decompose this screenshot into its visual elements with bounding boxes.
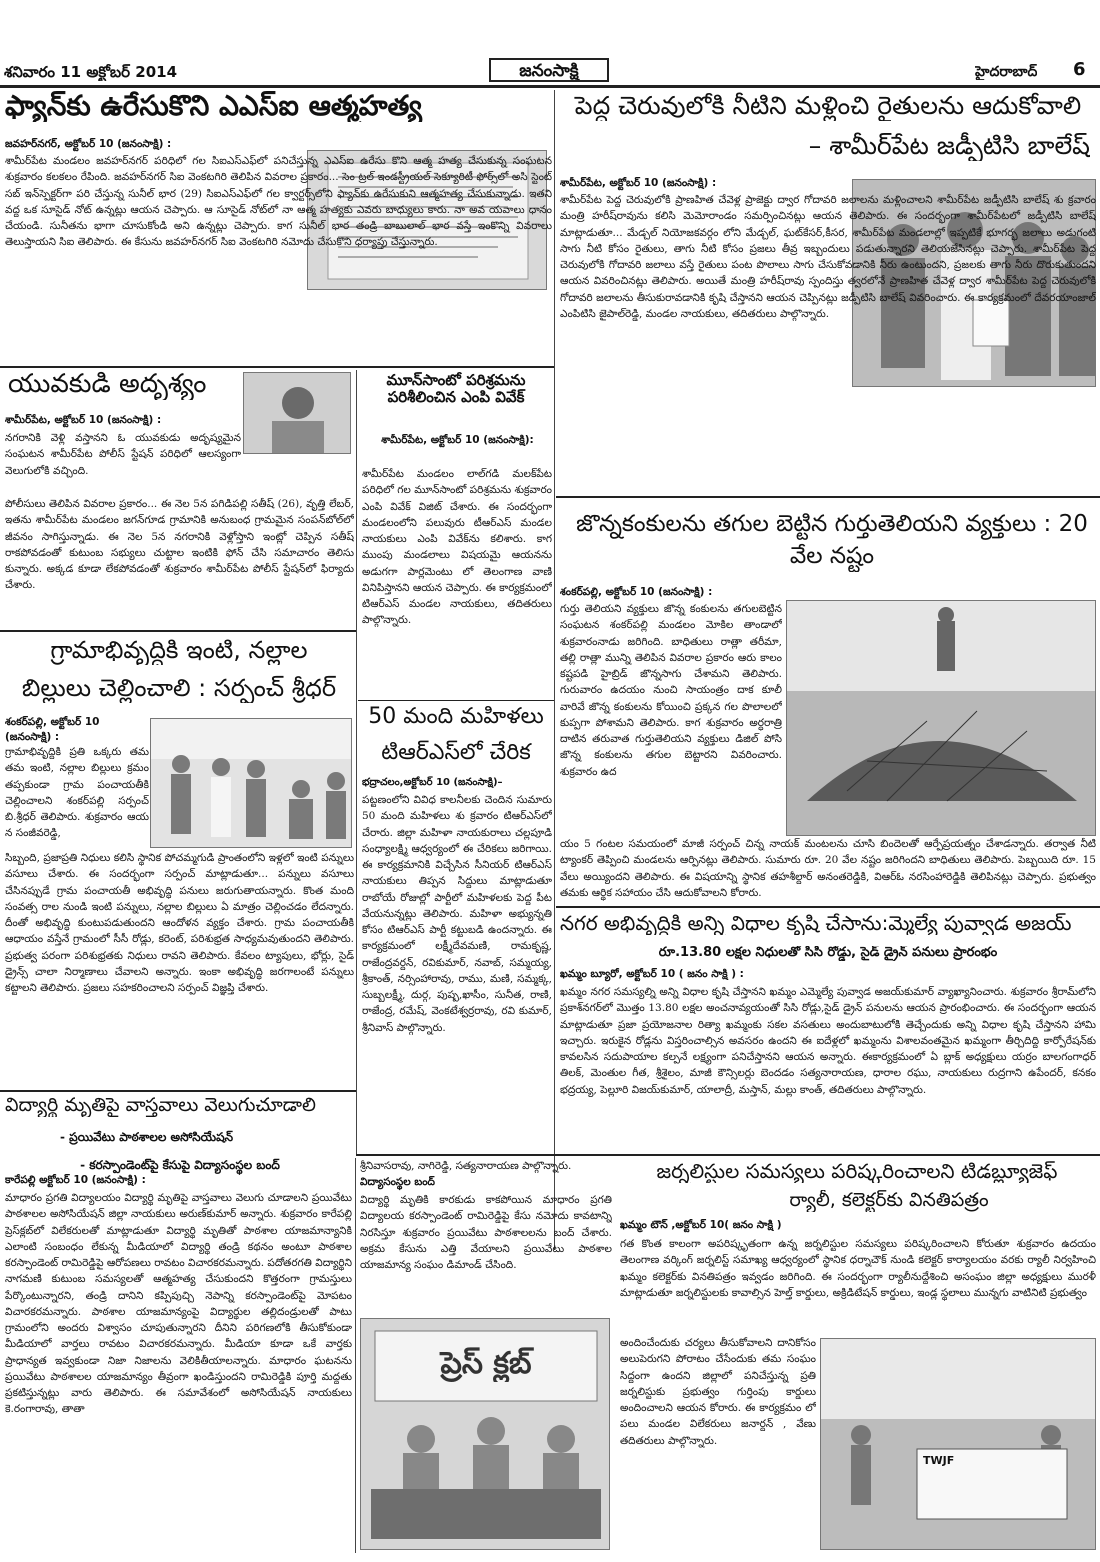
a9-continued-body: విద్యార్థి మృతికి కారకుడు కాకపోయిన మాధారం ప్రగతి విద్యాలయ కరస్పాండెంట్ రామిరెడ్డిపై కేసు నమోదు కావటాన్ని నిరసిస్తూ శుక్రవారం ప్రయివేటు పాఠశాలలను బంద్ చేశారు. అక్రమ కేసును ఎత్తి వేయాలని ప్రయివేటు పాఠశాల యాజమాన్య సంఘం డిమాండ్ చేసింది. (360, 1194, 612, 1272)
a3-headline: యువకుడి అదృశ్యం (8, 370, 207, 399)
page-number: 6 (1073, 60, 1086, 80)
a1-body: శామీర్‌పేట మండలం జవహర్‌నగర్ పరిధిలో గల సిఐఎస్‌ఎఫ్‌లో పనిచేస్తున్న ఎఎస్‌ఐ ఉరేసు కొని ఆత్మ హత్య చేసుకున్న సంఘటన శుక్రవారం కలకలం రేపింది. జవహర్‌నగర్ సిఐ వెంకటగిరి తెలిపిన వివరాల ప్రకారం... సెం ట్రల్ ఇండస్ట్రీయల్ సెక్యూరిటీ ఫోర్స్‌లో అసి స్టెంట్ సబ్ ఇన్‌స్పెక్టర్‌గా పరి చేస్తున్న సునీల్ భార (29) సిఐఎస్‌ఎఫ్‌లో గల క్వార్టర్స్‌లోని ఫ్యాన్‌కు ఉరేసుకుని ఆత్మహత్య చేసుకున్నాడు. ఇతని వద్ద ఒక సూసైడ్ నోట్ ఉన్నట్లు ఆయన చెప్పారు. ఆ సూసైడ్ నోట్‌లో నా ఆత్మ హత్యకు ఎవరు బాధ్యులు కారు. నా అవ యవాలు ధానం చేయండి. సునీతను భాగా చూసుకోండి అని ఉన్నట్లు చెప్పారు. కాగ సునీల్ భార తండ్రి బాబులాల్ భార వస్తే ఇంకొన్ని వివరాలు తెలుస్తాయని సిఐ తెలిపారు. ఈ కేసును జవహర్‌నగర్ సిఐ వెంకటగిరి నమోదు చేసుకొని ధర్యాప్తు చేస్తున్నారు. (5, 155, 552, 249)
press-club-sign: ప్రెస్ క్లబ్ (440, 1347, 532, 1381)
a6-body-top: గ్రామాభివృద్దికి ప్రతి ఒక్కరు తమ తమ ఇంటి, నల్లాల బిల్లులు క్రమం తప్పకుండా గ్రామ పంచాయతీకి చెల్లించాలని శంకర్‌పల్లి సర్పంచ్ బి.శ్రీధర్ తెలిపారు. శుక్రవారం ఆయ న సంజీవరెడ్డి, (5, 746, 149, 840)
a2-body: శామీర్‌పేట పెద్ద చెరువులోకి ప్రాణహిత చేవెళ్ల ప్రాజెక్టు ద్వార గోదావరి జలాలను మళ్లించాలని శామీర్‌పేట జడ్పీటిసి బాలేష్ శు క్రవారం మంత్రి హరీష్‌రావును కలిసి మెమోరాండం సమర్పించినట్లు ఆయన తెలిపారు. ఈ సందర్భంగా శామీర్‌పేటలో జడ్పీటిసి బాలేష్ మాట్లాడుతూ... మేడ్చల్ నియోజకవర్గం లోని మేడ్చల్, ఘట్‌కేసర్,కీసర, శామీర్‌పేట మండలాల్లో ఇప్పటికే భూగర్భ జలాలు అడుగంటి సాగు నీటి కోసం రైతులు, తాగు నీటి కోసం ప్రజలు తీవ్ర ఇబ్బందులు పడుతున్నారని తెలియజేసినట్లు చెప్పారు. శామీర్‌పేట పెద్ద చెరువులోకి గోదావరి జలాలు వస్తే రైతులు పంట పొలాలు సాగు చేసుకోవడానికి నీరు ఉంటుందని, ప్రజలకు తాగు నీరు దొరుకుతుందని ఆయన వివరించినట్లు తెలిపారు. అయితే మంత్రి హరీష్‌రావు స్పందిస్తు త్వరలోనే ప్రాణహిత చేవెళ్ల ద్వార శామీర్‌పేట పెద్ద చెరువులోకి గోదావరి జలాలను తీసుకురావడానికి కృషి చేస్తానని ఆయన చెప్పినట్లు జడ్పీటిసి బాలేష్ వివరించారు. ఈ కార్యక్రమంలో దేవరయాంజాల్ ఎంపిటిసి జైపాల్‌రెడ్డి, మండల నాయకులు, తదితరులు పాల్గొన్నారు. (560, 194, 1096, 320)
a8-dateline: ఖమ్మం బ్యూరో, అక్టోబర్ 10 ( జనం సాక్షి ) : (560, 968, 744, 980)
a5-body-top: గుర్తు తెలియని వ్యక్తులు జొన్న కంకులను తగులబెట్టిన సంఘటన శంకర్‌పల్లి మండలం మోకిల తాండాలో శుక్రవారంనాడు జరిగింది. బాధితులు రాత్లా తరీమా, తల్లి రాత్లా మున్ని తెలిపిన వివరాల ప్రకారం ఆరు కాలం కష్టపడి హైబ్రిడ్ జొన్నసాగు చేశామని తెలిపారు. గురువారం ఉదయం నుంచి సాయంత్రం దాక కూలీ వారివే జొన్న కంకులను కోయించి ప్రక్కన గల పొలాలలో కుప్పగా పోశామని తెలిపారు. కాగ శుక్రవారం అర్ధరాత్రి దాటిన తరువాత గుర్తుతెలియని వ్యక్తులు డిజిల్ పోసి జొన్న కంకులను తగుల బెట్టారని వివరించారు. శుక్రవారం ఉద (560, 603, 782, 778)
a7-headline-2: టిఆర్‌ఎస్‌లో చేరిక (381, 740, 531, 765)
crop-heap-icon (787, 601, 1096, 836)
a5-headline: జొన్నకంకులను తగుల బెట్టిన గుర్తుతెలియని వ్యక్తులు : 20 వేల నష్టం (576, 511, 1088, 570)
a9-dateline: కారేపల్లి అక్టోబర్ 10 (జనంసాక్షి) : (5, 1174, 146, 1186)
a6-body: సిబ్బంది, ప్రజాప్రతి నిధులు కలిసి స్థానిక పోచమ్మగుడి ప్రాంతంలోని ఇళ్లలో ఇంటి పన్నులు వసూలు చేశారు. ఈ సందర్భంగా సర్పంచ్ మాట్లాడుతూ... పన్నులు వసూలు చేసినప్పుడే గ్రామ పంచాయతీ అభివృద్ధి పనులు జరుగుతాయన్నారు. కొంత మంది సంవత్స రాల నుండి ఇంటి పన్నులు, నల్లాల బిల్లులు ఏ మాత్రం చెల్లించడం లేదన్నారు. దీంతో అభివృద్ధి కుంటుపడుతుందని ఆందోళన వ్యక్తం చేశారు. గ్రామ పంచాయతీకి ఆధాయం వస్తేనే గ్రామంలో సీసీ రోడ్లు, కరెంట్, పరిశుభ్రత సాధ్యమవుతుందని తెలిపారు. ప్రభుత్వ పరంగా పరిశుభ్రతకు నిధులు రావని తెలిపారు. కేవలం ట్యాపులు, భోర్లు, సైడ్ డ్రైన్స్ చాలా నిర్మాణాలు చేవాలని అన్నారు. ఇంకా అభివృద్ధి జరగాలంటే పన్నులు కట్టాలని తెలిపారు. ప్రజలు సహకరించాలని సర్పంచ్ విజ్ఞప్తి చేశారు. (5, 852, 354, 995)
a9-headline: విద్యార్థి మృతిపై వాస్తవాలు వెలుగుచూడాలి (5, 1095, 316, 1116)
a6-dateline: శంకర్‌పల్లి, అక్టోబర్ 10 (జనంసాక్షి) : (5, 716, 100, 743)
a8-body: ఖమ్మం నగర సమస్యల్ని అన్ని విధాల కృషి చేస్తానని ఖమ్మం ఎమ్మెల్యే పువ్వాడ అజయ్‌కుమార్ వ్యాఖ్యానించారు. శుక్రవారం శ్రీరామ్‌లోని ప్రకాశ్‌నగర్‌లో మొత్తం 13.80 లక్షల అంచనావ్యయంతో సిసి రోడ్లు,సైడ్ డ్రైన్ పనులను ఆయన ప్రారంభించారు. ఈ సందర్భంగా ఆయన మాట్లాడుతూ ప్రజా ప్రయోజనాల రిత్యా ఖమ్మంకు సకల వసతులు అందుబాటులోకి తెచ్చేందుకు అన్ని విధాల కృషి చేస్తానని హామి ఇచ్చారు. ఇరుకైన రోడ్లను విస్తరించాల్సిన అవసరం ఉందని ఈ ఐదేళ్లలో ఖమ్మంను విశాలవంతమైన ఖమ్మంగా తీర్చిదిద్ది కార్పోరేషన్‌కు కావలసిన సదుపాయాల కల్పనే లక్ష్యంగా పనిచేస్తానని ఆయన అన్నారు. ఈకార్యక్రమంలో ఏ బ్లాక్ అధ్యక్షులు యర్రం బాలగంగాధర్ తిలక్, మెంతుల గీత, శ్రీశైలం, మాజీ కౌన్సిలర్లు బెందడం సత్యనారాయణ, ధారాల రఘు, నాయకులు రుద్రగాని ఉపేందర్, కనకం భద్రయ్య, పెల్లూరి విజయ్‌కుమార్, యాలాద్రీ, మస్తాన్, మల్లు కాంత్, తదితరులు పాల్గొన్నారు. (560, 986, 1096, 1096)
a8-subhead: రూ.13.80 లక్షల నిధులతో సిసి రోడ్డు, సైడ్ డ్రైన్ పనులు ప్రారంభం (658, 946, 998, 960)
masthead (0, 0, 1100, 90)
a3-dateline: శామీర్‌పేట, అక్టోబర్ 10 (జనంసాక్షి) : (5, 414, 162, 426)
avatar-icon (244, 373, 351, 454)
a1-headline: ఫ్యాన్‌కు ఉరేసుకొని ఎఎస్‌ఐ ఆత్మహత్య (5, 90, 422, 122)
a10-rally-photo (820, 1338, 1096, 1550)
a9-subhead-2: - కరస్పాండెంట్‌పై కేసుపై విద్యాసంస్థల బంద్ (80, 1158, 280, 1172)
a6-headline-2: బిల్లులు చెల్లించాలి : సర్పంచ్ శ్రీధర్ (21, 675, 337, 702)
a5-burnt-crop-photo (786, 600, 1096, 836)
masthead-date: శనివారం 11 అక్టోబర్ 2014 (4, 64, 178, 81)
a9-subhead-1: - ప్రయివేటు పాఠశాలల అసోసియేషన్ (60, 1130, 234, 1144)
masthead-rule (0, 85, 1100, 88)
a3-body-top: నగరానికి వెళ్లి వస్తానని ఓ యువకుడు అదృష్యమైన సంఘటన శామీర్‌పేట పోలీస్ స్టేషన్ పరిధిలో ఆలస్యంగా వెలుగులోకి వచ్చింది. (5, 432, 241, 477)
a4-headline: మూన్‌సాంటో పరిశ్రమను పరిశీలించిన ఎంపి వివేక్ (386, 372, 526, 407)
a10-headline: జర్నలిస్టుల సమస్యలు పరిష్కరించాలని టిడబ్ల్యూజెఫ్ (656, 1160, 1058, 1183)
banner-title: TWJF (923, 1455, 955, 1467)
a7-dateline: భద్రాచలం,అక్టోబర్ 10 (జనంసాక్షి)– (362, 777, 503, 788)
a7-headline: 50 మంది మహిళలు (368, 704, 544, 729)
a5-body: యం 5 గంటల సమయంలో మాజీ సర్పంచ్ చిన్న నాయక్ మంటలను చూసి బిందెలతో ఆర్పేప్రయత్నం చేశాడన్నారు. తర్వాత నీటి ట్యాంకర్ తెప్పించి మండలను ఆర్పినట్లు తెలిపారు. సుమారు రూ. 20 వేల నష్టం జరిగిందని బాధితులు తెలిపారు. పెబ్బయిది రూ. 15 వేలు అయ్యిందని తెలిపారు. ఈ విషయాన్ని స్థానిక తహశీల్దార్ అనంతరెడ్డికి, విఆర్ఓ నరసింహారెడ్డికి తెలిపినట్లు చెప్పారు. ప్రభుత్వం తమకు ఆర్థిక సహాయం చేసి ఆదుకోవాలని కోరారు. (560, 838, 1096, 899)
rally-icon (821, 1339, 1096, 1550)
a5-dateline: శంకర్‌పల్లి, అక్టోబర్ 10 (జనంసాక్షి) : (560, 586, 713, 598)
a10-subhead: ర్యాలీ, కలెక్టర్‌కు వినతిపత్రం (789, 1190, 989, 1211)
a10-body-top: గత కొంత కాలంగా అపరిష్కృతంగా ఉన్న జర్నలిస్టుల సమస్యలు పరిష్కరించాలని కోరుతూ శుక్రవారం ఉదయం తెలంగాణ వర్కింగ్ జర్నలిస్ట్ సమాఖ్య ఆధ్వర్యంలో స్థానిక ధర్నాచౌక్ నుండి కలెక్టర్ కార్యాలయం వరకు ర్యాలీ నిర్వహించి ఖమ్మం కలెక్టర్‌కు వినతిపత్రం ఇవ్వడం జరిగింది. ఈ సందర్భంగా ర్యాలీనుద్దేశించి అసంఘం జిల్లా అధ్యక్షులు మురళీ మాట్లాడుతూ జర్నలిస్టులకు కావాల్సిన హెల్త్ కార్డులు, అక్రిడిటేషన్ కార్డులు, ఇండ్ల స్థలాలు మున్నగు వాటినిటి ప్రభుత్వం (620, 1238, 1096, 1299)
masthead-city: హైదరాబాద్ (975, 64, 1038, 80)
a2-dateline: శామీర్‌పేట, అక్టోబర్ 10 (జనంసాక్షి) : (560, 177, 717, 189)
a1-dateline: జవహర్‌నగర్, అక్టోబర్ 10 (జనంసాక్షి) : (5, 138, 172, 150)
a9-press-club-photo (360, 1318, 610, 1550)
villagers-icon (151, 719, 352, 848)
a3-body: పోలీసులు తెలిపిన వివరాల ప్రకారం... ఈ నెల 5న పగిడిపల్లి సతీష్ (26), వృత్తి లేబర్, ఇతను శామీర్‌పేట మండలం జగన్‌గూడ గ్రామానికి అనుబంధ గ్రామమైన సంపన్‌బోల్‌లో జీవనం సాగిస్తున్నాడు. ఈ నెల 5న నగరానికి వెళ్లోస్తాని ఇంట్లో చెప్పిన సతీష్ రాకపోవడంతో కుటుంబ సభ్యులు చుట్టాల ఇంటికి ఫోన్ చేసి సమాచారం తెలిసు కున్నారు. అక్కడ కూడా లేకపోవడంతో శుక్రవారం శామీర్‌పేట పోలీస్ స్టేషన్‌లో ఫిర్యాదు చేశారు. (5, 498, 354, 592)
a6-headline: గ్రామాభివృద్ధికి ఇంటి, నల్లాల (50, 637, 308, 664)
a3-portrait-photo (243, 372, 351, 454)
divider-main (554, 90, 555, 1250)
a8-headline: నగర అభివృద్ధికి అన్ని విధాల కృషి చేసాను:మ్మెల్యే పువ్వాడ అజయ్ (560, 912, 1072, 935)
masthead-logo: జనంసాక్షి (489, 58, 609, 82)
a9-continued-head: విద్యాసంస్థల బంద్ (360, 1176, 435, 1188)
a10-body: అందించేందుకు చర్యలు తీసుకోవాలని దానికోసం అలుపెరుగని పోరాటం చేసేందుకు తమ సంఘం సిద్దంగా ఉందని జిల్లాలో పనిచేస్తున్న ప్రతి జర్నలిస్టుకు ప్రభుత్వం గుర్తింపు కార్డులు అందించాలని ఆయన కోరారు. ఈ కార్యక్రమం లో పలు మండల విలేకరులు జనార్దన్ , వేణు తదితరులు పాల్గొన్నారు. (620, 1337, 816, 1447)
a10-dateline: ఖమ్మం టౌన్ ,అక్టోబర్ 10( జనం సాక్షి ) (620, 1219, 782, 1231)
divider-left-mid (356, 370, 357, 1155)
a2-headline: పెద్ద చెరువులోకి నీటిని మళ్లించి రైతులను ఆదుకోవాలి (574, 92, 1082, 120)
a6-villagers-photo (150, 718, 352, 848)
a4-dateline: శామీర్‌పేట, అక్టోబర్ 10 (జనంసాక్షి): (381, 434, 534, 446)
a2-headline-2: – శామీర్‌పేట జడ్పీటిసి బాలేష్ (808, 132, 1090, 160)
a7-body: పట్టణంలోని వివిధ కాలనీలకు చెందిన సుమారు 50 మంది మహిళలు శు క్రవారం టిఆర్‌ఎస్‌లో చేరారు. జిల్లా మహిళా నాయకురాలు చల్లపూడి సంధ్యాలక్ష్మి ఆధ్వర్యంలో ఈ చేరికలు జరిగాయి. ఈ కార్యక్రమానికి విచ్చేసిన సీనియర్ టిఆర్‌ఎస్ నాయకులు తిప్పన సిద్దులు మాట్లాడుతూ రాబోయే రోజుల్లో పార్టీలో మహిళలకు పెద్ద పీట వేయనున్నట్లు తెలిపారు. మహిళా అభ్యున్నతి కోసం టిఆర్‌ఎస్ పార్టీ కట్టుబడి ఉందన్నారు. ఈ కార్యక్రమంలో లక్ష్మీదేవమణి, రామకృష్ణ, రాజేంద్రవర్దన్, రవికుమార్, నవాబ్, సమ్మయ్య, శ్రీకాంత్, నర్సింహారావు, రాము, మణి, సమ్మక్క, సుబ్బలక్ష్మీ, దుర్గ, పుష్ప,ఖాసీం, సునీత, రాణి, రాజేంద్ర, రమేష్, వెంకటేశ్వర్రరావు, రవి కుమార్, శ్రీనివాస్ పాల్గొన్నారు. (362, 794, 552, 1034)
a9-body: మాధారం ప్రగతి విద్యాలయం విద్యార్థి మృతిపై వాస్తవాలు వెలుగు చూడాలని ప్రయివేటు పాఠశాలల అసోసియేషన్ జిల్లా నాయకులు అరుణ్‌కుమార్ అన్నారు. శుక్రవారం కారేపల్లి ప్రెస్‌క్లబ్‌లో విలేకరులతో మాట్లాడుతూ విద్యార్థి మృతితో పాఠశాల యాజమాన్యానికి ఎలాంటి సంబంధం లేకున్న మీడియాలో విద్యార్థి తండ్రి కథనం అంటూ పాఠశాల కరస్పాండెంట్ రామిరెడ్డిపై ఆరోపణలు రావటం విచారకరమన్నారు. పదోతరగతి విద్యార్థిని నాగమణి కుటుంబ సమస్యలతో ఆత్మహత్య చేసుకుందని కొత్తరంగా గ్రామస్తులు పేర్కొంటున్నారని, తండ్రి దానిని కప్పిపుచ్చి నెపాన్ని కరస్పాండెంట్‌పై మోపటం విచారకరమన్నారు. పాఠశాల యాజమాన్యంపై విద్యార్థుల తల్లిదండ్రులతో పాటు గ్రామంలోని అందరు విశ్వాసం చూపుతున్నారని దీనిని పరిగణలోకి తీసుకోకుండా మీడియాలో వార్తలు రావటం విచారకరమన్నారు. మీడియా కూడా ఒకే వార్తకు ప్రాధాన్యత ఇవ్వకుండా నిజా నిజాలను వెలికితీయాలన్నారు. మాధారం ఘటనను ప్రయివేటు పాఠశాలల యాజమాన్యం తీవ్రంగా ఖండిస్తుందని రామిరెడ్డికి పూర్తి మద్దతు ప్రకటిస్తున్నట్లు వారు తెలిపారు. ఈ సమావేశంలో అసోసియేషన్ నాయకులు కె.రంగారావు, తాతా (5, 1192, 352, 1416)
a9-continued-top: శ్రీనివాసరావు, నాగిరెడ్డి, సత్యనారాయణ పాల్గొన్నారు. (360, 1160, 572, 1172)
a4-body: శామీర్‌పేట మండలం లాల్‌గడి మలక్‌పేట పరిధిలో గల మూన్‌సాంటో పరిశ్రమను శుక్రవారం ఎంపి వివేక్ విజిట్ చేశారు. ఈ సందర్భంగా మండలంలోని పలువురు టీఆర్‌ఎస్ మండల నాయకులు ఎంపి వివేక్‌ను కలిశారు. కాగ ముంపు మండలాలు విషయమై ఆయనను అడుగగా పార్లమెంటు లో తెలంగాణ వాణి వినిపిస్తానని ఆయన చెప్పారు. ఈ కార్యక్రమంలో టిఆర్‌ఎస్ మండల నాయకులు, తదితరులు పాల్గొన్నారు. (362, 468, 552, 627)
